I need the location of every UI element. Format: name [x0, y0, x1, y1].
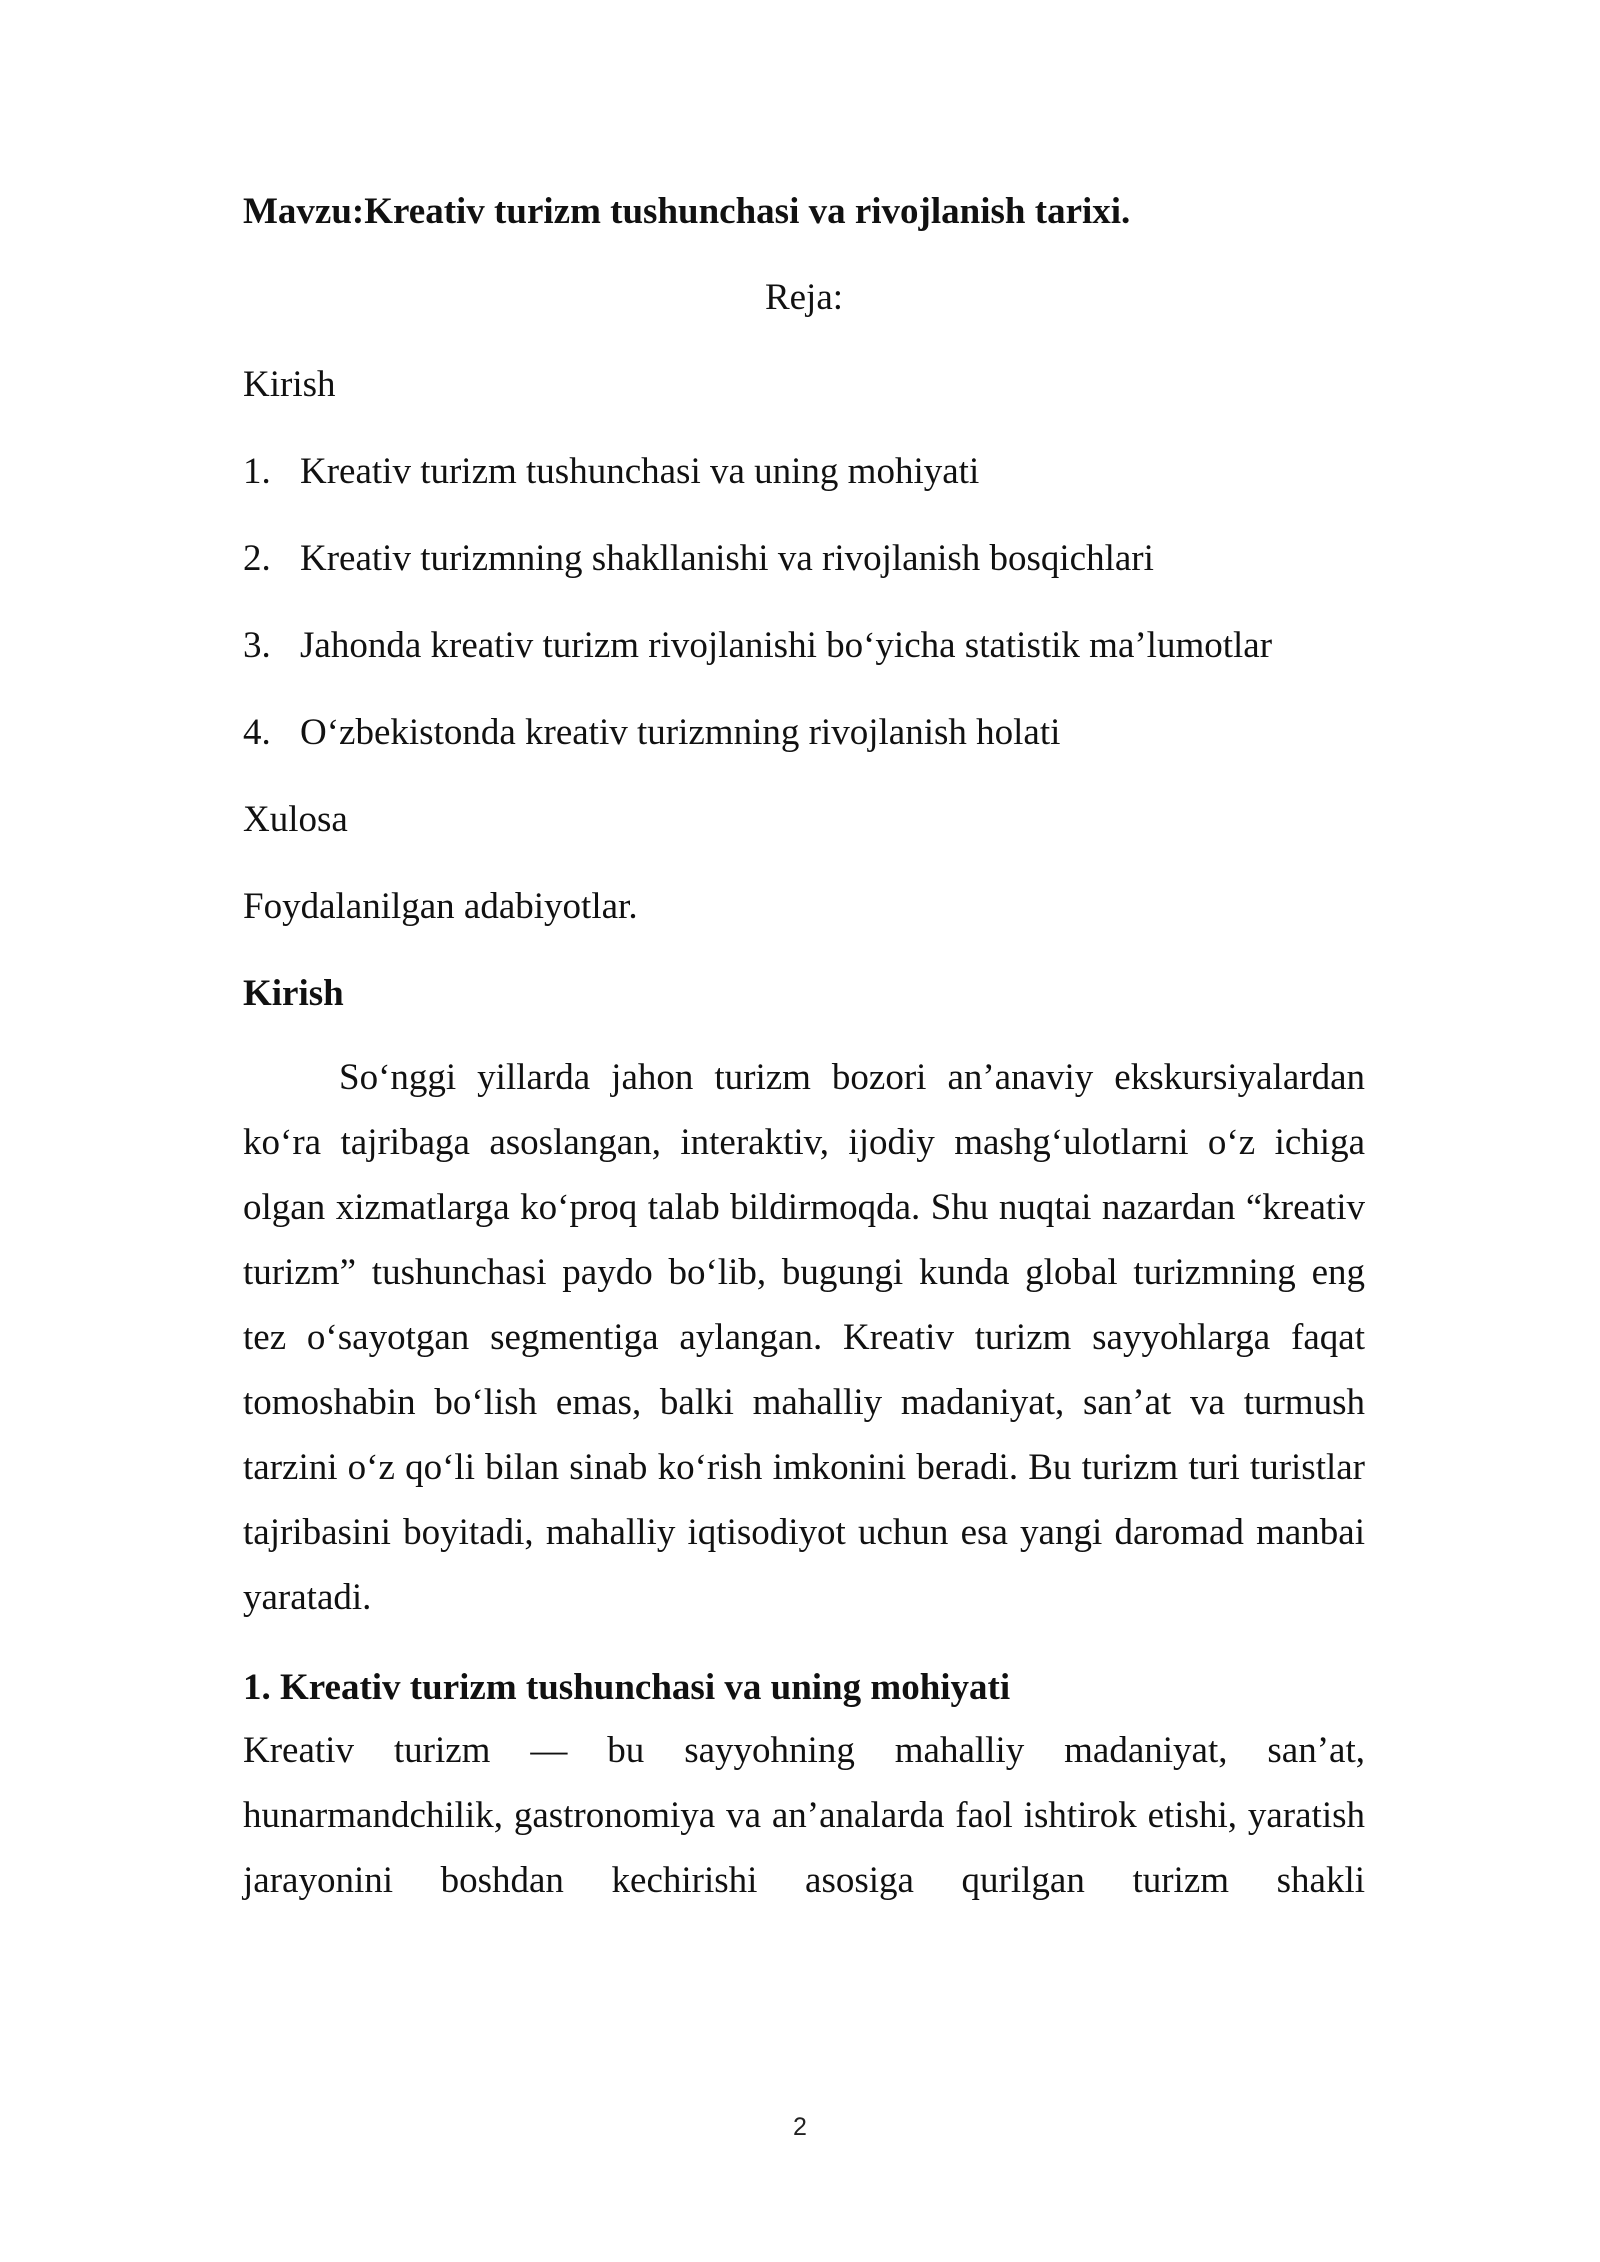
- plan-item: [243, 711, 1365, 755]
- intro-paragraph-text: So‘nggi yillarda jahon turizm bozori an’anaviy ekskursiyalardan ko‘ra tajribaga asoslangan, interaktiv, ijodiy mashg‘ulotlarni o‘z ichiga olgan xizmatlarga ko‘proq talab bildirmoqda. Shu nuqtai nazardan “kreativ turizm” tushunchasi paydo bo‘lib, bugungi kunda global turizmning eng tez o‘sayotgan segmentiga aylangan. Kreativ turizm sayyohlarga faqat tomoshabin bo‘lish emas, balki mahalliy madaniyat, san’at va turmush tarzini o‘z qo‘li bilan sinab ko‘rish imkonini beradi. Bu turizm turi turistlar tajribasini boyitadi, mahalliy iqtisodiyot uchun esa yangi daromad manbai yaratadi.: [243, 1057, 1365, 1618]
- plan-title: Reja:: [764, 277, 844, 318]
- plan-item-number: 1.: [243, 451, 271, 492]
- section-paragraph: Kreativ turizm — bu sayyohning mahalliy madaniyat, san’at, hunarmandchilik, gastronomiya va an’analarda faol ishtirok etishi, yaratish jarayonini boshdan kechirishi asosiga qurilgan turizm shakli: [243, 1730, 1365, 1901]
- plan-item: [243, 537, 1365, 581]
- page-content: [243, 190, 1365, 1913]
- plan-intro: Kirish: [243, 364, 336, 405]
- plan-item: [243, 450, 1365, 494]
- page-number: 2: [793, 2113, 807, 2141]
- intro-paragraph: [243, 1045, 1365, 1630]
- plan-item-text: Kreativ turizmning shakllanishi va rivojlanish bosqichlari: [300, 538, 1154, 579]
- section-heading: 1. Kreativ turizm tushunchasi va uning mohiyati: [243, 1667, 1011, 1708]
- plan-item-number: 3.: [243, 625, 271, 666]
- plan-conclusion: Xulosa: [243, 799, 348, 840]
- topic-title: Mavzu:Kreativ turizm tushunchasi va rivojlanish tarixi.: [243, 191, 1131, 232]
- plan-item-text: O‘zbekistonda kreativ turizmning rivojlanish holati: [300, 712, 1061, 753]
- intro-heading: Kirish: [243, 973, 344, 1014]
- plan-item-number: 2.: [243, 538, 271, 579]
- plan-references: Foydalanilgan adabiyotlar.: [243, 886, 638, 927]
- plan-item-text: Kreativ turizm tushunchasi va uning mohiyati: [300, 451, 980, 492]
- plan-item: [243, 624, 1365, 668]
- plan-item-number: 4.: [243, 712, 271, 753]
- plan-item-text: Jahonda kreativ turizm rivojlanishi bo‘yicha statistik ma’lumotlar: [300, 625, 1273, 666]
